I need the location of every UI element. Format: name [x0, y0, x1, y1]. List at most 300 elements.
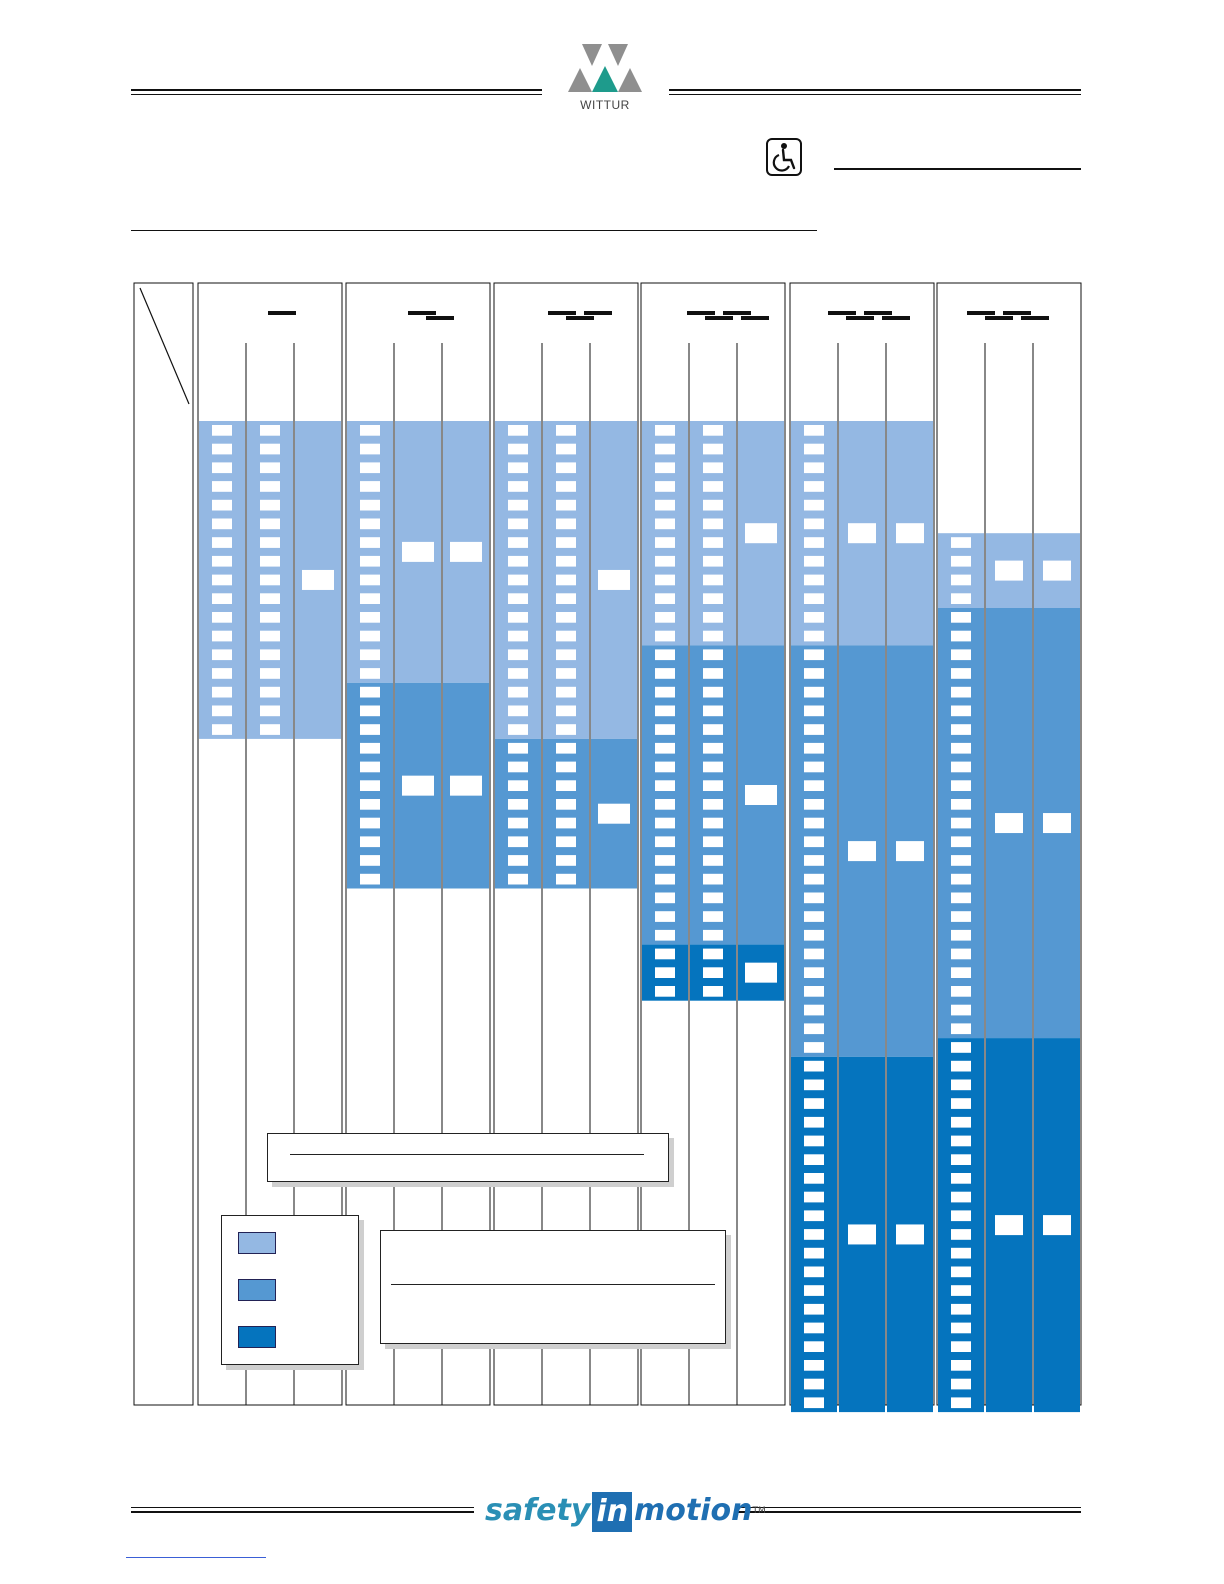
table-cell [655, 743, 675, 754]
table-cell [804, 631, 824, 642]
table-cell [508, 836, 528, 847]
table-cell [556, 462, 576, 473]
table-cell [804, 1173, 824, 1184]
table-cell [508, 593, 528, 604]
table-cell [804, 1192, 824, 1203]
table-cell [508, 500, 528, 511]
value-box-c12-2 [745, 785, 777, 805]
table-cell [655, 593, 675, 604]
table-cell [260, 556, 280, 567]
table-cell [655, 444, 675, 455]
table-cell [951, 1061, 971, 1072]
table-cell [508, 780, 528, 791]
value-box-c6-2 [450, 776, 482, 796]
table-cell [655, 500, 675, 511]
table-cell [951, 724, 971, 735]
table-cell [703, 706, 723, 717]
table-cell [804, 1061, 824, 1072]
table-cell [951, 1117, 971, 1128]
table-cell [655, 481, 675, 492]
table-cell [508, 762, 528, 773]
value-box-c14-3 [848, 1224, 876, 1244]
table-cell [951, 1136, 971, 1147]
table-cell [508, 687, 528, 698]
footer-rule-left-bottom [131, 1511, 474, 1513]
table-cell [655, 537, 675, 548]
table-cell [951, 930, 971, 941]
table-cell [556, 593, 576, 604]
footer-rule-right-top [737, 1507, 1081, 1508]
table-cell [212, 537, 232, 548]
table-cell [703, 537, 723, 548]
table-cell [804, 1136, 824, 1147]
table-cell [804, 893, 824, 904]
table-cell [260, 724, 280, 735]
table-cell [804, 799, 824, 810]
table-cell [804, 612, 824, 623]
table-cell [655, 668, 675, 679]
table-cell [951, 1229, 971, 1240]
header-bar [408, 311, 436, 315]
table-cell [260, 668, 280, 679]
table-cell [556, 743, 576, 754]
table-cell [212, 706, 232, 717]
table-cell [703, 930, 723, 941]
table-cell [212, 724, 232, 735]
table-cell [360, 743, 380, 754]
value-box-c18-3 [1043, 1215, 1071, 1235]
table-cell [804, 724, 824, 735]
table-cell [951, 1005, 971, 1016]
table-cell [360, 649, 380, 660]
table-cell [556, 724, 576, 735]
table-cell [360, 724, 380, 735]
table-cell [804, 593, 824, 604]
table-cell [951, 949, 971, 960]
table-cell [556, 649, 576, 660]
table-cell [655, 893, 675, 904]
table-cell [804, 818, 824, 829]
table-cell [556, 706, 576, 717]
header-bar [985, 316, 1013, 320]
table-cell [655, 874, 675, 885]
table-cell [951, 1379, 971, 1390]
header-bar [828, 311, 856, 315]
table-cell [655, 949, 675, 960]
table-cell [703, 762, 723, 773]
table-cell [951, 1285, 971, 1296]
table-cell [804, 649, 824, 660]
table-cell [804, 444, 824, 455]
table-cell [508, 612, 528, 623]
table-cell [212, 462, 232, 473]
table-cell [556, 481, 576, 492]
table-cell [703, 818, 723, 829]
table-cell [556, 425, 576, 436]
table-cell [212, 612, 232, 623]
table-cell [703, 500, 723, 511]
table-cell [655, 836, 675, 847]
table-cell [212, 519, 232, 530]
table-cell [508, 724, 528, 735]
table-cell [360, 687, 380, 698]
header-bar [1003, 311, 1031, 315]
table-cell [212, 575, 232, 586]
table-cell [260, 444, 280, 455]
remarks-box [380, 1230, 726, 1344]
table-cell [951, 649, 971, 660]
table-cell [951, 799, 971, 810]
fill-band-c13-1 [791, 421, 837, 645]
table-cell [804, 1005, 824, 1016]
table-cell [804, 1154, 824, 1165]
table-cell [556, 762, 576, 773]
table-cell [804, 1304, 824, 1315]
table-cell [360, 668, 380, 679]
table-cell [951, 1267, 971, 1278]
header-bar [566, 316, 594, 320]
table-cell [655, 519, 675, 530]
fill-band-c10-1 [642, 421, 688, 645]
table-cell [951, 836, 971, 847]
table-cell [703, 612, 723, 623]
table-cell [951, 1042, 971, 1053]
table-cell [703, 593, 723, 604]
table-cell [804, 519, 824, 530]
table-cell [508, 799, 528, 810]
table-cell [951, 1304, 971, 1315]
table-cell [260, 500, 280, 511]
table-cell [556, 874, 576, 885]
table-cell [804, 949, 824, 960]
table-cell [804, 911, 824, 922]
table-cell [212, 593, 232, 604]
table-cell [260, 612, 280, 623]
table-cell [951, 1173, 971, 1184]
table-cell [260, 537, 280, 548]
table-cell [556, 556, 576, 567]
table-cell [951, 818, 971, 829]
table-cell [804, 1341, 824, 1352]
table-cell [804, 874, 824, 885]
table-cell [508, 855, 528, 866]
table-cell [951, 986, 971, 997]
header-bar [268, 311, 296, 315]
footer-rule-right-bottom [737, 1511, 1081, 1513]
table-cell [703, 799, 723, 810]
table-cell [655, 930, 675, 941]
table-cell [804, 425, 824, 436]
table-cell [508, 706, 528, 717]
table-cell [212, 649, 232, 660]
table-cell [508, 462, 528, 473]
table-cell [804, 1379, 824, 1390]
table-cell [508, 481, 528, 492]
footer-rule-left-top [131, 1507, 474, 1508]
table-cell [804, 1360, 824, 1371]
value-box-c18-2 [1043, 813, 1071, 833]
table-cell [212, 631, 232, 642]
header-bar [882, 316, 910, 320]
table-cell [703, 668, 723, 679]
table-cell [360, 631, 380, 642]
table-cell [804, 1248, 824, 1259]
table-cell [804, 687, 824, 698]
table-cell [951, 1098, 971, 1109]
table-cell [655, 967, 675, 978]
table-cell [212, 668, 232, 679]
footer-slogan [485, 1486, 766, 1536]
table-cell [360, 855, 380, 866]
value-box-c5-1 [402, 542, 434, 562]
value-box-c18-1 [1043, 561, 1071, 581]
fill-band-c8-2 [543, 739, 589, 889]
table-cell [951, 668, 971, 679]
table-cell [556, 687, 576, 698]
table-cell [508, 649, 528, 660]
label-column-frame [134, 283, 193, 1405]
table-cell [804, 1267, 824, 1278]
table-cell [951, 1341, 971, 1352]
header-bar [967, 311, 995, 315]
table-cell [804, 1323, 824, 1334]
header-bar [864, 311, 892, 315]
table-cell [703, 425, 723, 436]
table-cell [804, 575, 824, 586]
table-cell [655, 556, 675, 567]
table-cell [260, 631, 280, 642]
table-cell [804, 967, 824, 978]
table-cell [655, 462, 675, 473]
value-box-c15-1 [896, 523, 924, 543]
table-cell [556, 444, 576, 455]
brand-name: WITTUR [580, 98, 630, 112]
table-cell [360, 874, 380, 885]
header-bar [687, 311, 715, 315]
slogan-word-3: motion [634, 1493, 753, 1528]
note-box-rule [290, 1154, 644, 1155]
table-cell [556, 780, 576, 791]
table-cell [508, 519, 528, 530]
table-cell [508, 537, 528, 548]
table-cell [951, 911, 971, 922]
table-cell [703, 836, 723, 847]
header-bar [1021, 316, 1049, 320]
table-cell [360, 537, 380, 548]
value-box-c12-1 [745, 523, 777, 543]
table-cell [804, 1117, 824, 1128]
table-cell [951, 575, 971, 586]
table-cell [951, 1210, 971, 1221]
header-bar [584, 311, 612, 315]
table-cell [556, 668, 576, 679]
table-cell [951, 687, 971, 698]
table-cell [655, 612, 675, 623]
table-cell [703, 631, 723, 642]
table-cell [260, 649, 280, 660]
table-cell [951, 1154, 971, 1165]
bottom-link-underline [126, 1557, 266, 1558]
table-cell [212, 444, 232, 455]
fill-band-c16-3 [938, 1038, 984, 1412]
legend-swatch-medium [238, 1279, 276, 1301]
table-cell [508, 425, 528, 436]
table-cell [212, 687, 232, 698]
table-cell [360, 444, 380, 455]
table-cell [703, 444, 723, 455]
table-cell [703, 855, 723, 866]
slogan-word-2: in [592, 1492, 632, 1532]
table-cell [703, 575, 723, 586]
table-cell [951, 593, 971, 604]
table-cell [508, 874, 528, 885]
table-cell [655, 706, 675, 717]
table-cell [951, 1323, 971, 1334]
table-cell [556, 818, 576, 829]
table-cell [212, 556, 232, 567]
table-cell [360, 762, 380, 773]
table-cell [360, 593, 380, 604]
note-box [267, 1133, 669, 1182]
table-cell [508, 818, 528, 829]
table-cell [951, 1397, 971, 1408]
table-cell [556, 519, 576, 530]
table-cell [951, 556, 971, 567]
table-cell [703, 519, 723, 530]
table-cell [804, 462, 824, 473]
value-box-c5-2 [402, 776, 434, 796]
table-cell [260, 481, 280, 492]
table-cell [260, 593, 280, 604]
table-cell [508, 631, 528, 642]
value-box-c17-3 [995, 1215, 1023, 1235]
table-cell [804, 762, 824, 773]
slogan-word-1: safety [485, 1493, 591, 1528]
value-box-c9-1 [598, 570, 630, 590]
table-cell [951, 893, 971, 904]
table-cell [804, 1098, 824, 1109]
table-cell [360, 706, 380, 717]
legend-swatch-dark [238, 1326, 276, 1348]
table-cell [655, 855, 675, 866]
table-cell [703, 949, 723, 960]
table-cell [703, 724, 723, 735]
table-cell [360, 612, 380, 623]
table-cell [360, 818, 380, 829]
table-cell [360, 556, 380, 567]
table-cell [804, 986, 824, 997]
remarks-box-rule [391, 1284, 715, 1285]
table-cell [260, 706, 280, 717]
header-bar [426, 316, 454, 320]
trademark-mark: TM [752, 1506, 766, 1516]
table-cell [212, 481, 232, 492]
table-cell [804, 1023, 824, 1034]
table-cell [360, 780, 380, 791]
table-cell [804, 706, 824, 717]
table-cell [703, 649, 723, 660]
table-cell [655, 780, 675, 791]
table-cell [260, 575, 280, 586]
fill-band-c7-2 [495, 739, 541, 889]
table-cell [655, 724, 675, 735]
value-box-c15-2 [896, 841, 924, 861]
table-cell [212, 500, 232, 511]
table-cell [508, 556, 528, 567]
fill-band-c4-1 [347, 421, 393, 683]
table-cell [260, 462, 280, 473]
table-cell [951, 1192, 971, 1203]
header-bar [741, 316, 769, 320]
value-box-c9-2 [598, 804, 630, 824]
table-cell [804, 1042, 824, 1053]
table-cell [804, 836, 824, 847]
table-cell [951, 1360, 971, 1371]
table-cell [951, 874, 971, 885]
legend-box [221, 1215, 359, 1365]
table-cell [260, 519, 280, 530]
table-cell [556, 836, 576, 847]
table-cell [703, 556, 723, 567]
table-cell [360, 500, 380, 511]
table-cell [951, 706, 971, 717]
value-box-c14-1 [848, 523, 876, 543]
table-cell [951, 537, 971, 548]
table-cell [703, 481, 723, 492]
table-cell [556, 575, 576, 586]
header-bar [723, 311, 751, 315]
value-box-c15-3 [896, 1224, 924, 1244]
table-cell [703, 687, 723, 698]
table-cell [360, 799, 380, 810]
table-cell [951, 1248, 971, 1259]
table-cell [655, 687, 675, 698]
table-cell [951, 631, 971, 642]
table-cell [703, 986, 723, 997]
table-cell [260, 687, 280, 698]
table-cell [655, 425, 675, 436]
table-cell [703, 911, 723, 922]
table-cell [655, 649, 675, 660]
table-cell [508, 668, 528, 679]
table-cell [508, 444, 528, 455]
corner-diagonal [140, 288, 189, 404]
table-cell [951, 612, 971, 623]
table-cell [655, 575, 675, 586]
table-cell [951, 1023, 971, 1034]
table-cell [804, 1397, 824, 1408]
table-cell [360, 836, 380, 847]
fill-band-c11-1 [690, 421, 736, 645]
table-cell [360, 481, 380, 492]
table-cell [703, 967, 723, 978]
value-box-c17-2 [995, 813, 1023, 833]
table-cell [655, 799, 675, 810]
value-box-c17-1 [995, 561, 1023, 581]
table-cell [360, 575, 380, 586]
value-box-c6-1 [450, 542, 482, 562]
table-cell [360, 425, 380, 436]
table-cell [212, 425, 232, 436]
table-cell [556, 631, 576, 642]
table-cell [804, 1285, 824, 1296]
table-cell [804, 1210, 824, 1221]
legend-swatch-light [238, 1232, 276, 1254]
table-cell [951, 762, 971, 773]
header-bar [705, 316, 733, 320]
table-cell [703, 743, 723, 754]
table-cell [951, 855, 971, 866]
